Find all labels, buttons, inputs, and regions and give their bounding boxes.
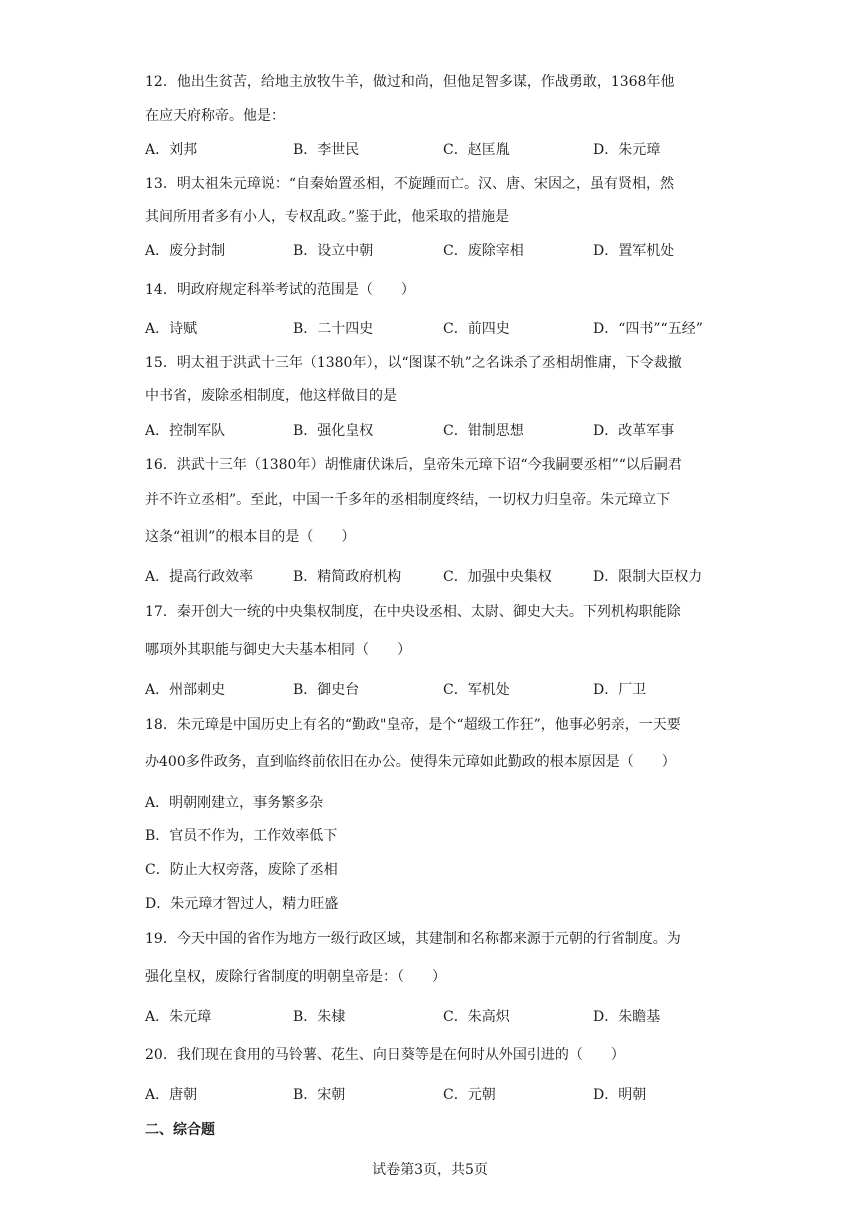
q17-option-a: A．州部刺史	[145, 682, 226, 698]
q12-text-line-2: 在应天府称帝。他是：	[145, 108, 285, 124]
q19-text-line-1: 19．今天中国的省作为地方一级行政区域，其建制和名称都来源于元朝的行省制度。为	[145, 931, 681, 947]
q13-option-b: B．设立中朝	[293, 243, 374, 259]
q14-option-d: D．“四书”“五经”	[593, 321, 703, 337]
q20-option-a: A．唐朝	[145, 1087, 198, 1103]
q13-text-line-2: 其间所用者多有小人，专权乱政。”鉴于此，他采取的措施是	[145, 209, 510, 225]
q12-option-b: B．李世民	[293, 142, 360, 158]
q20-option-b: B．宋朝	[293, 1087, 346, 1103]
q14-option-c: C．前四史	[443, 321, 510, 337]
q14-option-b: B．二十四史	[293, 321, 374, 337]
q16-text-line-3: 这条“祖训”的根本目的是（ ）	[145, 529, 356, 545]
q19-option-d: D．朱瞻基	[593, 1009, 661, 1025]
q17-option-b: B．御史台	[293, 682, 360, 698]
q16-text-line-2: 并不许立丞相”。至此，中国一千多年的丞相制度终结，一切权力归皇帝。朱元璋立下	[145, 492, 671, 508]
q16-text-line-1: 16．洪武十三年（1380年）胡惟庸伏诛后，皇帝朱元璋下诏“今我嗣要丞相”“以后嗣君	[145, 457, 682, 473]
q16-option-c: C．加强中央集权	[443, 569, 552, 585]
q19-option-b: B．朱棣	[293, 1009, 346, 1025]
q12-option-d: D．朱元璋	[593, 142, 661, 158]
section-title: 二、综合题	[145, 1122, 215, 1138]
q17-option-c: C．军机处	[443, 682, 510, 698]
q13-text-line-1: 13．明太祖朱元璋说：“自秦始置丞相，不旋踵而亡。汉、唐、宋因之，虽有贤相，然	[145, 176, 674, 192]
q15-option-c: C．钳制思想	[443, 423, 524, 439]
q19-text-line-2: 强化皇权，废除行省制度的明朝皇帝是：（ ）	[145, 969, 446, 985]
q18-option-a: A．明朝刚建立，事务繁多杂	[145, 795, 324, 811]
q15-option-d: D．改革军事	[593, 423, 675, 439]
q20-option-c: C．元朝	[443, 1087, 496, 1103]
q18-option-d: D．朱元璋才智过人，精力旺盛	[145, 896, 339, 912]
q13-option-a: A．废分封制	[145, 243, 226, 259]
q17-text-line-1: 17．秦开创大一统的中央集权制度，在中央设丞相、太尉、御史大夫。下列机构职能除	[145, 604, 681, 620]
q12-option-a: A．刘邦	[145, 142, 198, 158]
q15-option-a: A．控制军队	[145, 423, 226, 439]
q16-option-d: D．限制大臣权力	[593, 569, 703, 585]
q12-option-c: C．赵匡胤	[443, 142, 510, 158]
q15-text-line-1: 15．明太祖于洪武十三年（1380年），以“图谋不轨”之名诛杀了丞相胡惟庸，下令裁撤	[145, 355, 682, 371]
q18-option-c: C．防止大权旁落，废除了丞相	[145, 862, 338, 878]
q18-text-line-2: 办400多件政务，直到临终前依旧在办公。使得朱元璋如此勤政的根本原因是（ ）	[145, 754, 676, 770]
q20-text-line-1: 20．我们现在食用的马铃薯、花生、向日葵等是在何时从外国引进的（ ）	[145, 1047, 625, 1063]
q16-option-b: B．精简政府机构	[293, 569, 402, 585]
q16-option-a: A．提高行政效率	[145, 569, 254, 585]
q13-option-c: C．废除宰相	[443, 243, 524, 259]
q19-option-a: A．朱元璋	[145, 1009, 212, 1025]
q14-text-line-1: 14．明政府规定科举考试的范围是（ ）	[145, 282, 415, 298]
q15-option-b: B．强化皇权	[293, 423, 374, 439]
q17-text-line-2: 哪项外其职能与御史大夫基本相同（ ）	[145, 642, 411, 658]
q13-option-d: D．置军机处	[593, 243, 675, 259]
q12-text-line-1: 12．他出生贫苦，给地主放牧牛羊，做过和尚，但他足智多谋，作战勇敢，1368年他	[145, 74, 675, 90]
page-footer: 试卷第3页，共5页	[372, 1162, 488, 1178]
q18-option-b: B．官员不作为，工作效率低下	[145, 828, 338, 844]
q14-option-a: A．诗赋	[145, 321, 198, 337]
q19-option-c: C．朱高炽	[443, 1009, 510, 1025]
q15-text-line-2: 中书省，废除丞相制度，他这样做目的是	[145, 388, 397, 404]
q18-text-line-1: 18．朱元璋是中国历史上有名的“勤政"皇帝，是个“超级工作狂”，他事必躬亲，一天要	[145, 717, 681, 733]
q17-option-d: D．厂卫	[593, 682, 647, 698]
q20-option-d: D．明朝	[593, 1087, 647, 1103]
